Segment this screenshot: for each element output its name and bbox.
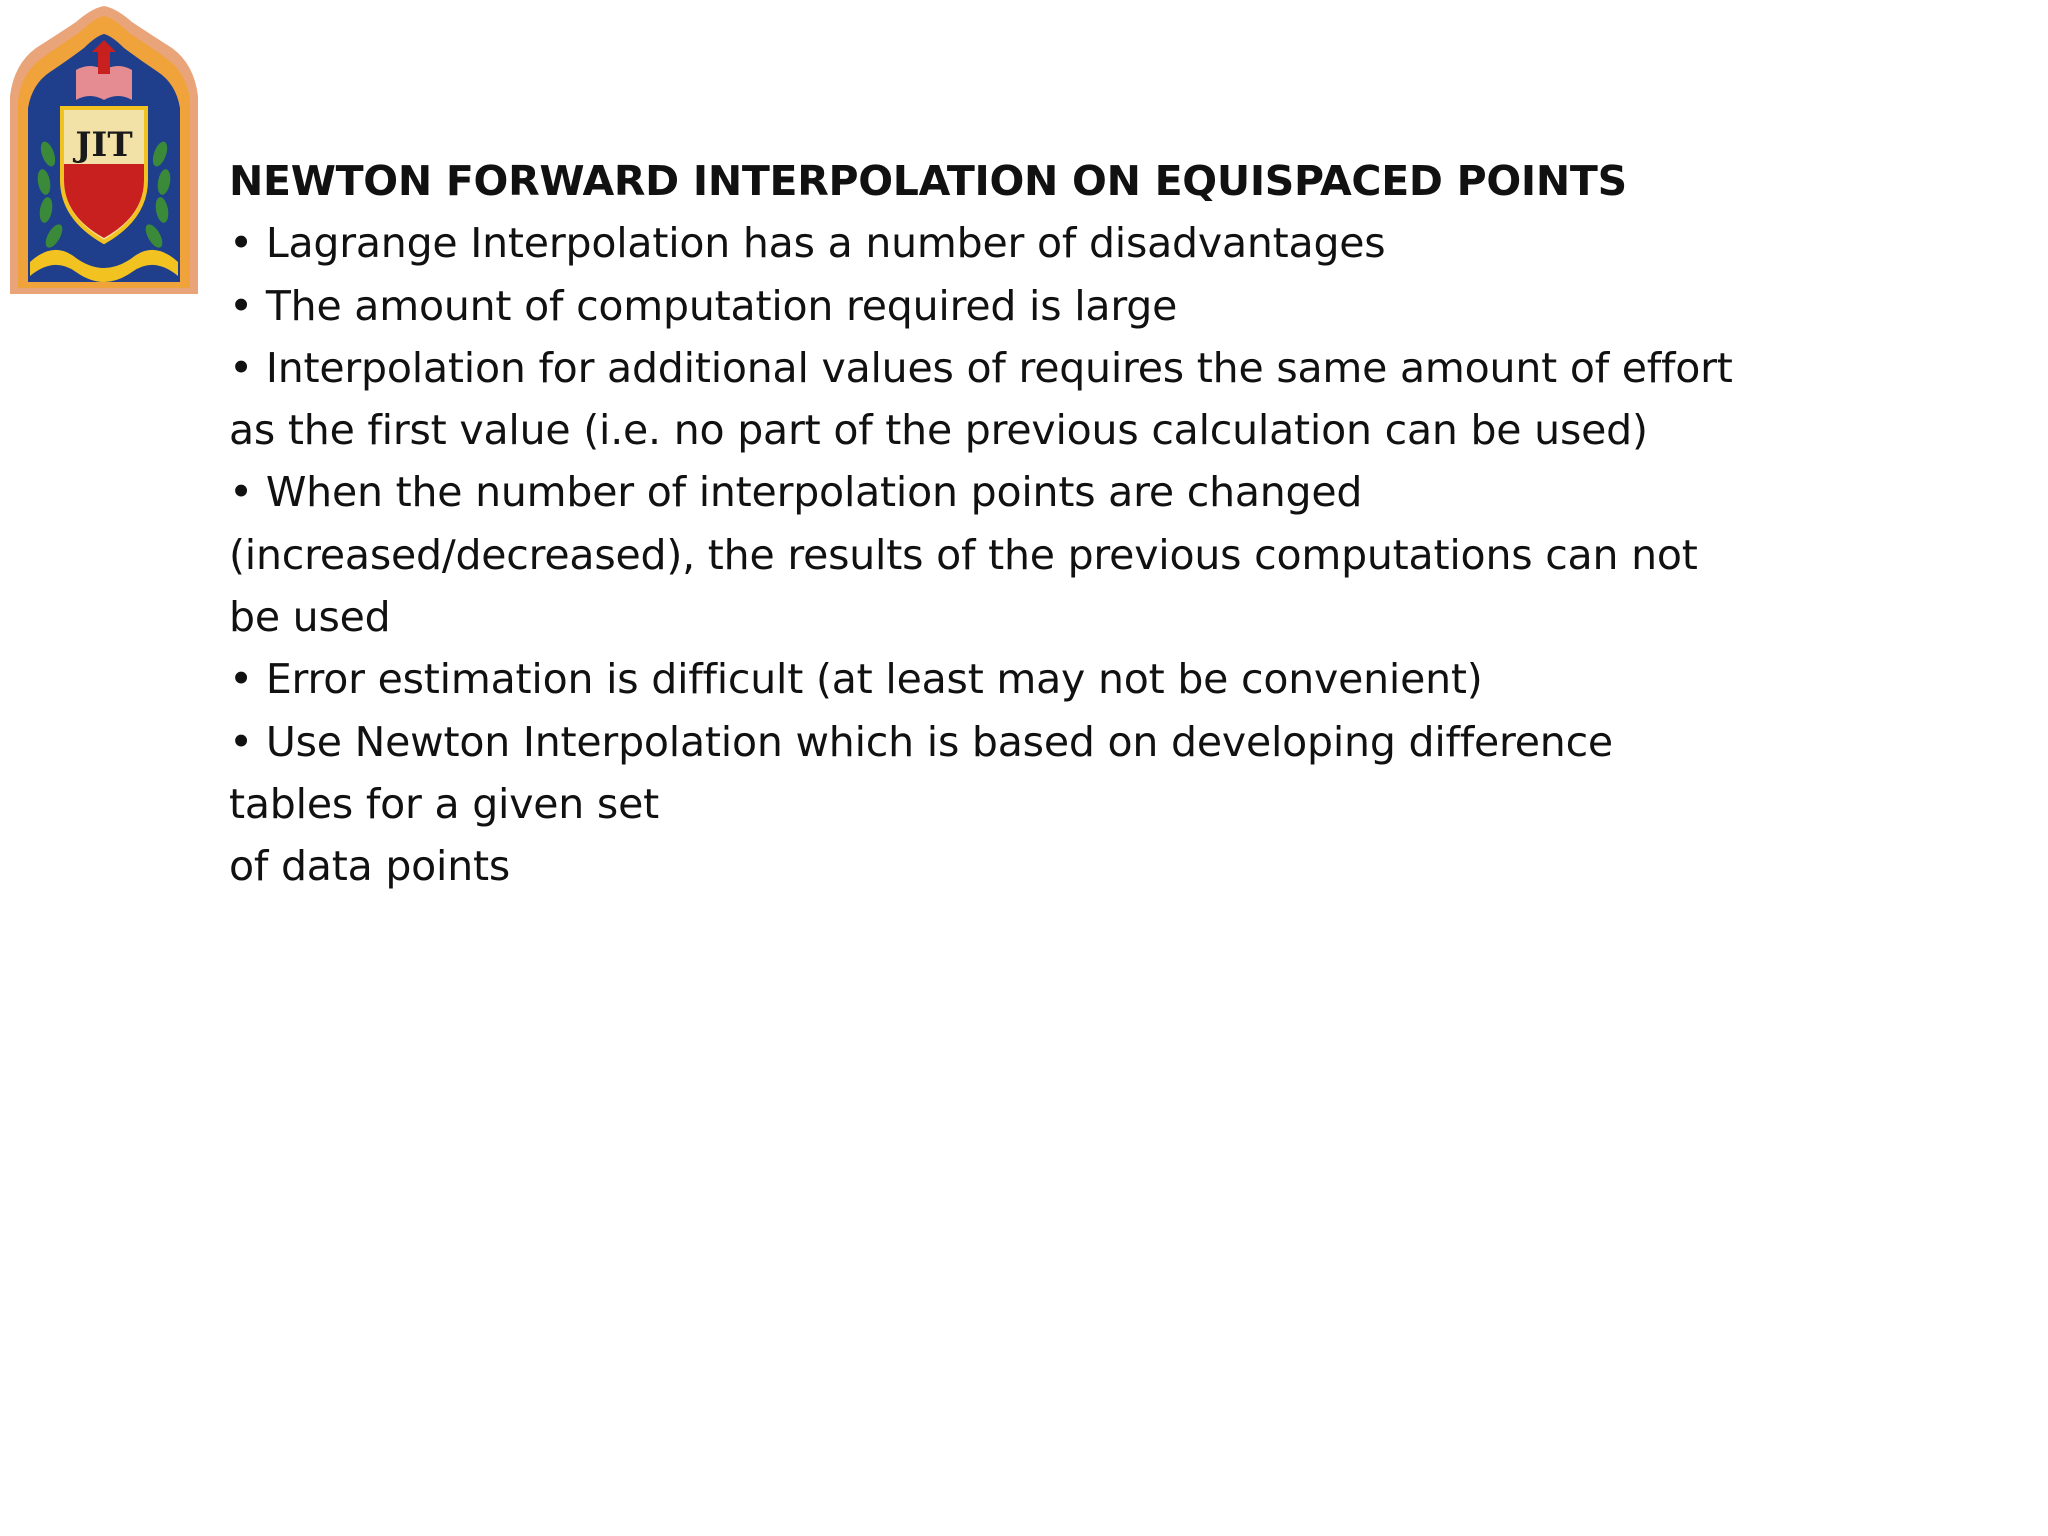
bullet-list [229, 212, 1869, 897]
bullet-line: of data points [229, 842, 511, 891]
bullet-line: • Use Newton Interpolation which is based on developing difference [229, 717, 1613, 766]
bullet-line: be used [229, 593, 391, 642]
bullet-item [229, 275, 1869, 337]
crest-emblem-text: JIT [75, 125, 133, 165]
college-crest-icon [6, 4, 202, 300]
bullet-line: • Interpolation for additional values of requires the same amount of effort [229, 343, 1733, 392]
bullet-line: as the first value (i.e. no part of the previous calculation can be used) [229, 406, 1648, 455]
bullet-line: • Lagrange Interpolation has a number of disadvantages [229, 219, 1386, 268]
bullet-item [229, 337, 1869, 462]
crest-graphic [6, 4, 202, 300]
bullet-line: • Error estimation is difficult (at least may not be convenient) [229, 655, 1483, 704]
bullet-item [229, 648, 1869, 710]
bullet-item [229, 461, 1869, 648]
bullet-line: • The amount of computation required is large [229, 281, 1178, 330]
bullet-line: (increased/decreased), the results of the previous computations can not [229, 530, 1698, 579]
bullet-item [229, 711, 1869, 898]
bullet-line: • When the number of interpolation points are changed [229, 468, 1363, 517]
slide-content [229, 150, 1869, 898]
slide-title: NEWTON FORWARD INTERPOLATION ON EQUISPACED POINTS [229, 157, 1627, 205]
bullet-line: tables for a given set [229, 779, 659, 828]
bullet-item [229, 212, 1869, 274]
